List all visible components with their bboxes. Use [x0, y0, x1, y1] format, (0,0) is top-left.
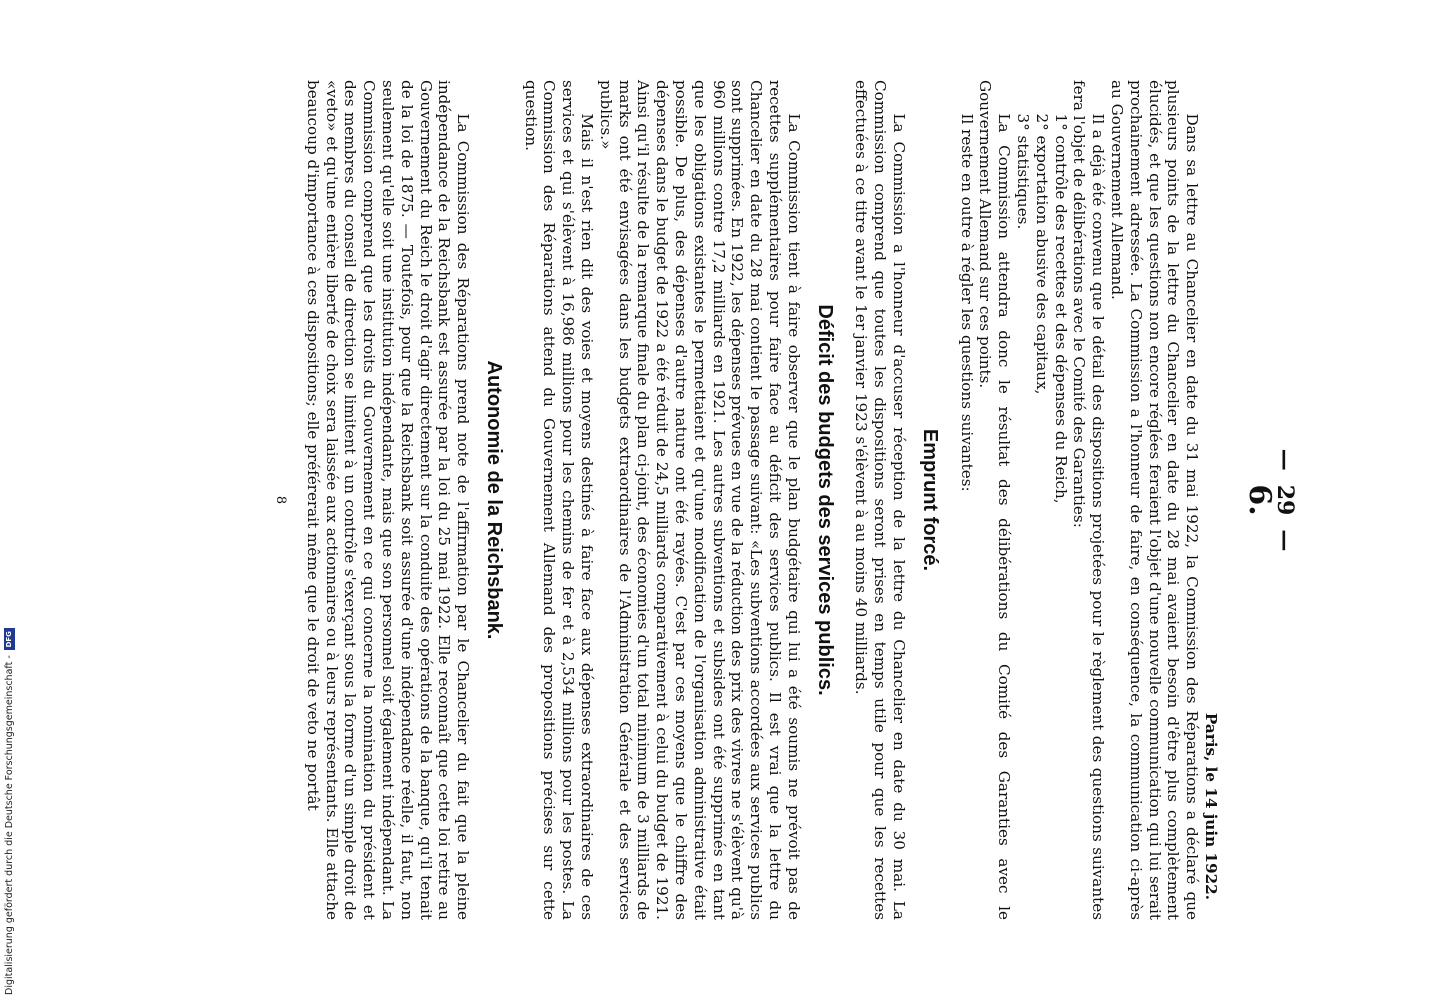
list-item: 3° statistiques.: [1014, 113, 1033, 230]
rotated-document-body: [140, 80, 1300, 920]
section-title-emprunt: Emprunt forcé.: [918, 428, 941, 572]
reichsbank-paragraph: La Commission des Réparations prend note de l'affirmation par le Chancelier du fait que la pleine indépendance de la Reichsbank est assurée par la loi du 25 mai 1922. Elle reconnaît que cette loi retire au Gouvernement du Reich le droit d'agir directement sur la conduite des opérations de la banque, qu'il tenait de la loi de 1875. — Toutefois, pour que la Reichsbank soit assurée d'une indépendance réelle, il faut, non seulement qu'elle soit une institution indépendante, mais que son personnel soit également indépendant. La Commission comprend que les droits du Gouvernement en ce qui concerne la nomination du président et des membres du conseil de direction se limitent à un contrôle s'exerçant sous la forme d'un simple droit de «veto» et qu'une entière liberté de choix sera laissée aux actionnaires ou à leurs représentants. Elle attache beaucoup d'importance à ces dispositions; elle préférerait même que le droit de veto ne portât: [303, 80, 473, 920]
header-dash-right: —: [1272, 529, 1299, 552]
deficit-paragraph-1: La Commission tient à faire observer que le plan budgétaire qui lui a été soumis ne prévoit pas de recettes supplémentaires pour faire face au déficit des services publics. Il est vrai que la lettre du Chancelier en date du 28 mai contient le passage suivant: «Les subventions accordées aux services publics sont supprimées. En 1922, les dépenses prévues en vue de la réduction des prix des vivres ne s'élèvent qu'à 960 millions contre 17,2 milliards en 1921. Les autres subventions et subsides ont été supprimés en tant que les obligations existantes le permettaient et qu'une modification de l'organisation administrative était possible. De plus, des dépenses d'autre nature ont été rayées. C'est par ces moyens que le chiffre des dépenses dans le budget de 1922 a été réduit de 24,5 milliards comparativement à celui du budget de 1921. Ainsi qu'il résulte de la remarque finale du plan ci-joint, des économies d'un total minimum de 3 milliards de marks ont été envisagées dans les budgets extraordinaires de l'Administration Générale et des services publics.»: [596, 80, 803, 920]
dateline: Paris, le 14 juin 1922.: [1202, 712, 1220, 900]
section-title-reichsbank: Autonomie de la Reichsbank.: [482, 360, 505, 640]
deficit-paragraph-2: Mais il n'est rien dit des voies et moyens destinés à faire face aux dépenses extraordinaires de ces services et qui s'élèvent à 16,986 millions pour les chemins de fer et à 2,534 millions pour les postes. La Commission des Réparations attend du Gouvernement Allemand des propositions précises sur cette question.: [521, 80, 597, 920]
credit-text: Digitalisierung gefördert durch die Deutsche Forschungsgemeinschaft -: [4, 655, 15, 995]
after-items-paragraph-2: Il reste en outre à régler les questions suivantes:: [957, 113, 976, 492]
document-number: 6.: [1242, 484, 1277, 516]
page-number: 8: [272, 495, 288, 505]
intro-paragraph-1: Dans sa lettre au Chancelier en date du 31 mai 1922, la Commission des Réparations a déclaré que plusieurs points de la lettre du Chancelier en date du 28 mai avaient besoin d'être plus complètement élucidés, et que les questions non encore réglées feraient l'objet d'une nouvelle communication qui lui serait prochainement adressée. La Commission a l'honneur de faire, en conséquence, la communication ci-après au Gouvernement Allemand.: [1108, 80, 1202, 920]
section-title-deficit: Déficit des budgets des services publics.: [813, 304, 836, 696]
emprunt-paragraph: La Commission a l'honneur d'accuser réception de la lettre du Chancelier en date du 30 mai. La Commission comprend que toutes les dispositions seront prises en temps utile pour que les recettes effectuées à ce titre avant le 1er janvier 1923 s'élèvent à au moins 40 milliards.: [852, 80, 909, 920]
intro-paragraph-2: Il a déjà été convenu que le détail des dispositions projetées pour le règlement des questions suivantes fera l'objet de délibérations avec le Comité des Garanties:: [1070, 80, 1108, 920]
guarantee-items-list: [1013, 80, 1069, 920]
list-item: 2° exportation abusive des capitaux,: [1032, 113, 1051, 395]
after-items-paragraph-1: La Commission attendra donc le résultat des délibérations du Comité des Garanties avec le Gouvernement Allemand sur ces points.: [976, 80, 1014, 920]
list-item: 1° contrôle des recettes et des dépenses du Reich,: [1051, 113, 1070, 504]
dfg-logo-icon: DFG: [4, 628, 15, 650]
digitization-credit: [4, 628, 15, 995]
header-page-label: 29: [1272, 484, 1299, 516]
header-dash-left: —: [1272, 448, 1299, 471]
